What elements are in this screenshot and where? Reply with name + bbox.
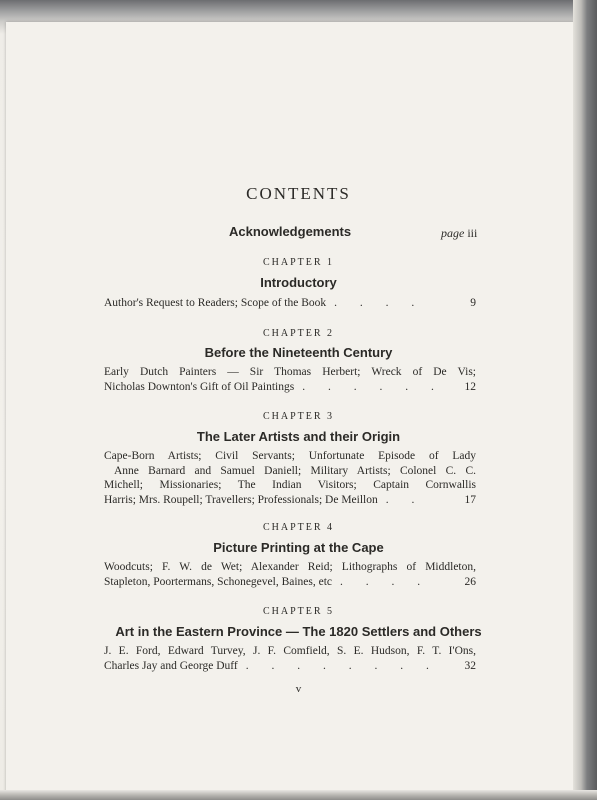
chapter-1-title: Introductory [260, 275, 337, 290]
page-folio: v [295, 683, 302, 695]
chapter-1-label: CHAPTER 1 [262, 257, 335, 268]
chapter-2-label: CHAPTER 2 [262, 328, 335, 339]
entry-line: Anne Barnard and Samuel Daniell; Military Artists; Colonel C. C. [114, 464, 476, 477]
chapter-2-page: 12 [464, 380, 476, 393]
entry-text: Stapleton, Poortermans, Schonegevel, Baines, etc [104, 575, 333, 588]
entry-line: Cape-Born Artists; Civil Servants; Unfortunate Episode of Lady [104, 450, 476, 462]
chapter-5-label: CHAPTER 5 [262, 606, 335, 617]
acknowledgements-entry: Acknowledgements [229, 224, 352, 239]
chapter-4-label: CHAPTER 4 [262, 522, 335, 533]
chapter-5-title: Art in the Eastern Province — The 1820 Settlers and Others [115, 624, 482, 639]
entry-line: Michell; Missionaries; The Indian Visitors; Captain Cornwallis [104, 479, 476, 491]
entry-line: Early Dutch Painters — Sir Thomas Herbert; Wreck of De Vis; [104, 366, 476, 378]
dot-leader: . . . . . . . . [245, 659, 439, 672]
chapter-5-page: 32 [464, 659, 476, 672]
entry-last-line [104, 296, 476, 311]
acknowledgements-page [441, 226, 477, 241]
entry-last-line [104, 380, 476, 395]
chapter-3-entry [104, 449, 476, 507]
entry-last-line [104, 493, 476, 508]
contents-title: CONTENTS [246, 184, 351, 203]
entry-line: J. E. Ford, Edward Turvey, J. F. Comfield, S. E. Hudson, F. T. I'Ons, [104, 645, 476, 657]
entry-text: Harris; Mrs. Roupell; Travellers; Professionals; De Meillon [104, 493, 378, 506]
page-word: page [441, 226, 465, 240]
entry-text: Nicholas Downton's Gift of Oil Paintings [104, 380, 295, 393]
dot-leader: . . . . . . [302, 380, 444, 393]
chapter-3-page: 17 [464, 493, 476, 506]
dot-leader: . . . . [334, 297, 425, 309]
acknowledgements-page-number: iii [467, 226, 478, 240]
chapter-2-title: Before the Nineteenth Century [204, 345, 393, 360]
entry-last-line [104, 659, 476, 674]
chapter-5-entry [104, 644, 476, 673]
chapter-1-entry [104, 296, 476, 311]
dot-leader: . . [385, 493, 425, 506]
entry-line: Woodcuts; F. W. de Wet; Alexander Reid; Lithographs of Middleton, [104, 561, 476, 573]
entry-text: Author's Request to Readers; Scope of the Book [104, 297, 327, 309]
chapter-4-entry [104, 560, 476, 589]
entry-last-line [104, 575, 476, 590]
chapter-1-page: 9 [470, 297, 476, 309]
chapter-4-title: Picture Printing at the Cape [213, 540, 384, 555]
entry-text: Charles Jay and George Duff [104, 659, 238, 672]
chapter-3-label: CHAPTER 3 [262, 411, 335, 422]
chapter-3-title: The Later Artists and their Origin [196, 429, 401, 444]
chapter-4-page: 26 [464, 575, 476, 588]
chapter-2-entry [104, 365, 476, 394]
dot-leader: . . . . [340, 575, 431, 588]
